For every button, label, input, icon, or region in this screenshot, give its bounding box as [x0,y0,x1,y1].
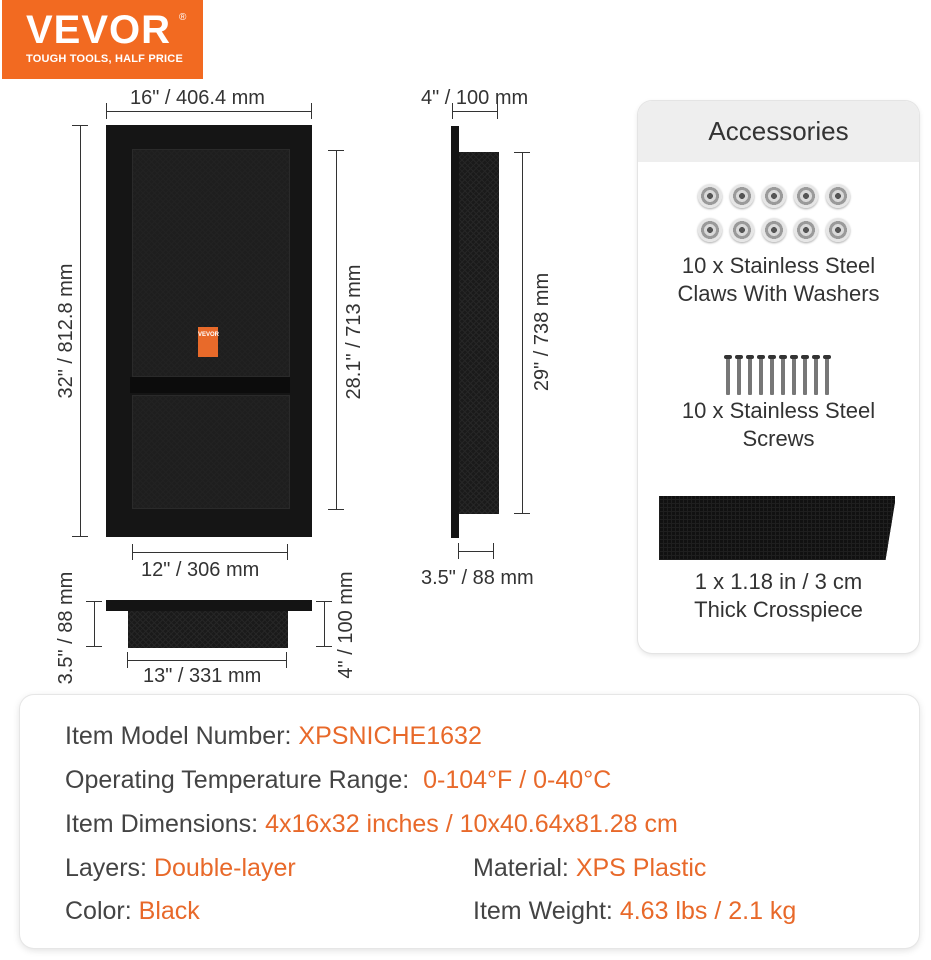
inner-width-tick-left [132,544,133,560]
spec-temperature-row [65,765,611,795]
front-height-line [80,125,81,537]
front-height-tick-bottom [72,536,88,537]
niche-lower-compartment [132,395,290,509]
inner-height-tick-bottom [328,509,344,510]
side-height-tick-top [514,152,530,153]
logo-tagline: TOUGH TOOLS, HALF PRICE [26,53,183,65]
bottom-right-depth-line [324,601,325,647]
spec-temperature-label: Operating Temperature Range: [65,766,410,794]
screw-icon [726,355,836,397]
side-depth-top-line [452,111,498,112]
niche-shelf [130,377,290,393]
accessories-card [638,101,919,653]
accessory-screws-line2: Screws [742,426,815,451]
accessory-crosspiece-line1: 1 x 1.18 in / 3 cm [694,569,863,594]
spec-weight-label: Item Weight: [473,897,613,925]
niche-side-view [459,152,499,514]
crosspiece-icon [659,496,895,560]
spec-material-value: XPS Plastic [575,854,707,882]
washer-icon [698,184,858,248]
side-depth-top-label: 4" / 100 mm [421,87,529,109]
inner-width-tick-right [287,544,288,560]
inner-width-label: 12" / 306 mm [141,559,260,581]
spec-weight-row [473,896,796,926]
side-height-label: 29" / 738 mm [531,272,553,392]
niche-bottom-view [128,611,288,648]
spec-model-value: XPSNICHE1632 [298,722,482,750]
side-depth-bottom-line [458,551,494,552]
bottom-width-label: 13" / 331 mm [143,665,262,687]
spec-layers-value: Double-layer [153,854,296,882]
niche-brand-tag-text: VEVOR [198,332,220,338]
spec-color-value: Black [138,897,200,925]
bottom-width-tick-right [286,652,287,668]
niche-side-flange [451,126,459,538]
side-height-tick-bottom [514,513,530,514]
side-height-line [522,152,523,514]
side-depth-bottom-label: 3.5" / 88 mm [421,567,534,589]
front-width-tick-left [106,103,107,119]
spec-layers-row [65,853,296,883]
spec-weight-value: 4.63 lbs / 2.1 kg [619,897,797,925]
niche-brand-tag [198,327,218,357]
accessory-crosspiece-line2: Thick Crosspiece [694,597,863,622]
spec-dimensions-value: 4x16x32 inches / 10x40.64x81.28 cm [265,810,678,838]
side-depth-bottom-tick-right [493,543,494,559]
spec-material-label: Material: [473,854,569,882]
front-width-label: 16" / 406.4 mm [130,87,265,109]
front-width-tick-right [311,103,312,119]
bottom-left-depth-line [94,601,95,647]
front-height-tick-top [72,125,88,126]
inner-height-tick-top [328,150,344,151]
bottom-left-depth-tick-top [86,601,102,602]
bottom-right-depth-tick-top [316,601,332,602]
bottom-right-depth-label: 4" / 100 mm [335,571,357,679]
spec-color-label: Color: [65,897,132,925]
spec-color-row [65,896,200,926]
bottom-right-depth-tick-bottom [316,646,332,647]
spec-dimensions-label: Item Dimensions: [65,810,259,838]
bottom-left-depth-tick-bottom [86,646,102,647]
accessory-washers-line2: Claws With Washers [677,281,880,306]
accessory-screws-line1: 10 x Stainless Steel [681,398,876,423]
accessory-washers-line1: 10 x Stainless Steel [681,253,876,278]
niche-front-view [106,125,312,537]
front-height-label: 32" / 812.8 mm [55,263,77,399]
logo-registered-mark: ® [179,12,187,23]
spec-temperature-value: 0-104°F / 0-40°C [423,766,612,794]
side-depth-top-tick-left [452,103,453,119]
niche-bottom-flange [106,600,312,611]
accessories-title: Accessories [638,101,919,162]
spec-layers-label: Layers: [65,854,147,882]
inner-height-line [336,150,337,510]
front-width-line [106,111,312,112]
logo-brand-text: VEVOR [26,8,172,52]
inner-width-line [132,552,288,553]
spec-model-label: Item Model Number: [65,722,292,750]
bottom-left-depth-label: 3.5" / 88 mm [55,571,77,685]
spec-model-row [65,721,482,751]
spec-dimensions-row [65,809,678,839]
brand-logo [2,0,203,79]
inner-height-label: 28.1" / 713 mm [343,264,365,400]
bottom-width-line [127,660,287,661]
bottom-width-tick-left [127,652,128,668]
spec-material-row [473,853,706,883]
specifications-card [20,695,919,948]
side-depth-bottom-tick-left [458,543,459,559]
side-depth-top-tick-right [497,103,498,119]
